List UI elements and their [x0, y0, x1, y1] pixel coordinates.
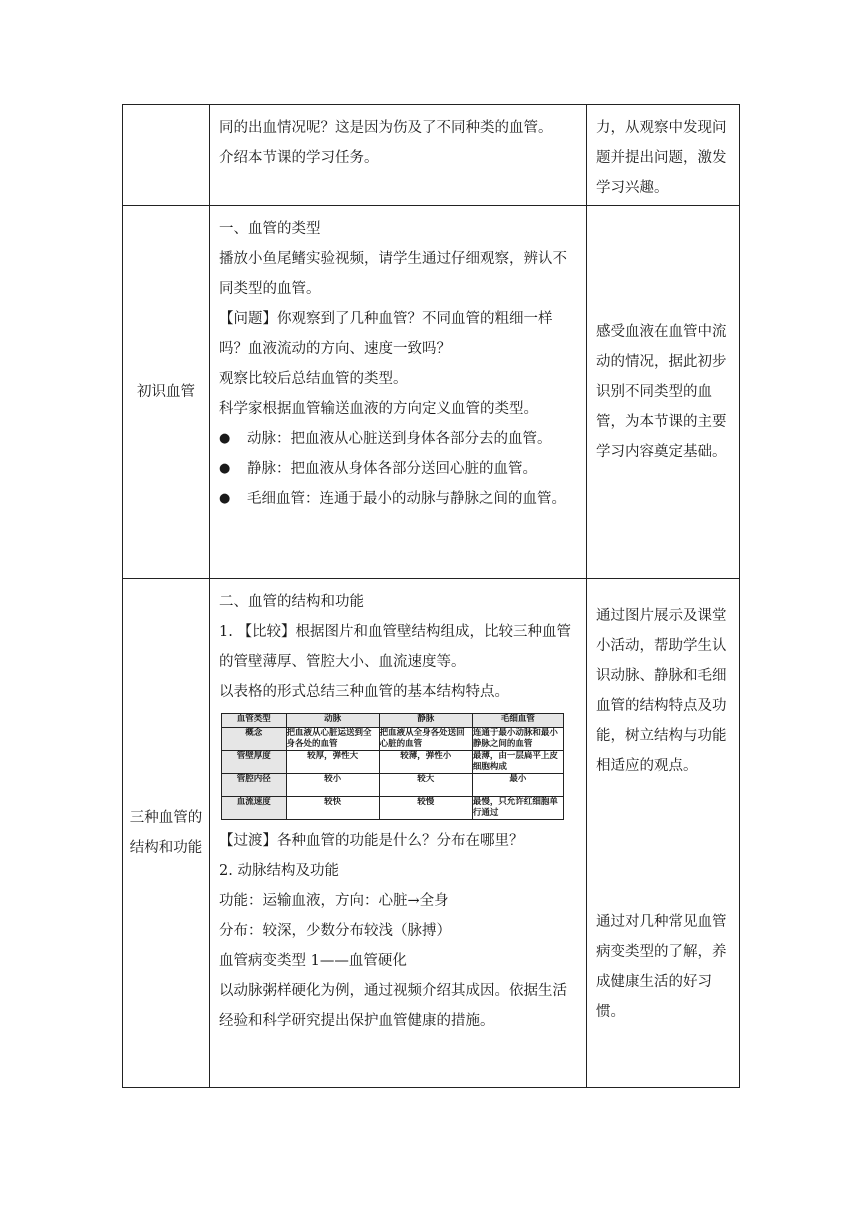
paragraph: 【过渡】各种血管的功能是什么？分布在哪里？	[219, 833, 524, 849]
row-header-cell: 管腔内径	[222, 774, 287, 797]
row-header-cell: 管壁厚度	[222, 751, 287, 774]
paragraph: 介绍本节课的学习任务。	[219, 150, 379, 166]
stage-cell	[123, 105, 210, 206]
table-cell: 较大	[379, 774, 472, 797]
paragraph: 血管病变类型 1——血管硬化	[219, 953, 407, 969]
bullet-icon: ●	[219, 461, 231, 476]
header-cell: 静脉	[379, 714, 472, 728]
table-row	[222, 774, 564, 797]
bullet-icon: ●	[219, 491, 231, 506]
stage-cell	[123, 579, 210, 1088]
table-cell: 较薄，弹性小	[379, 751, 472, 774]
stage-label: 三种血管的结构和功能	[129, 810, 203, 856]
paragraph: 播放小鱼尾鳍实验视频，请学生通过仔细观察，辨认不同类型的血管。	[219, 251, 567, 297]
table-cell: 最慢，只允许红细胞单行通过	[472, 797, 563, 820]
activity-cell	[210, 579, 587, 1088]
table-cell: 最小	[472, 774, 563, 797]
header-cell: 血管类型	[222, 714, 287, 728]
table-cell: 把血液从心脏运送到全身各处的血管	[286, 728, 379, 751]
purpose-cell	[587, 105, 740, 206]
section-heading: 一、血管的类型	[219, 221, 321, 237]
table-row	[222, 728, 564, 751]
stage-cell	[123, 206, 210, 579]
table-row	[123, 579, 740, 1088]
table-cell: 较慢	[379, 797, 472, 820]
table-header-row	[222, 714, 564, 728]
header-cell: 动脉	[286, 714, 379, 728]
bullet-icon: ●	[219, 431, 231, 446]
table-cell: 把血液从全身各处送回心脏的血管	[379, 728, 472, 751]
list-item: ● 静脉：把血液从身体各部分送回心脏的血管。	[219, 454, 580, 484]
paragraph: 观察比较后总结血管的类型。	[219, 371, 408, 387]
header-cell: 毛细血管	[472, 714, 563, 728]
activity-cell	[210, 206, 587, 579]
purpose-text: 通过对几种常见血管病变类型的了解，养成健康生活的好习惯。	[596, 914, 727, 1020]
stage-label: 初识血管	[137, 384, 195, 400]
table-cell: 较小	[286, 774, 379, 797]
activity-cell	[210, 105, 587, 206]
purpose-text: 通过图片展示及课堂小活动，帮助学生认识动脉、静脉和毛细血管的结构特点及功能，树立结构与功能相适应的观点。	[596, 608, 727, 774]
row-header-cell: 概念	[222, 728, 287, 751]
list-item: ● 毛细血管：连通于最小的动脉与静脉之间的血管。	[219, 484, 580, 514]
paragraph: 1. 【比较】根据图片和血管壁结构组成，比较三种血管的管壁薄厚、管腔大小、血流速度等。	[219, 624, 571, 670]
lesson-plan-table	[122, 104, 740, 1088]
paragraph: 同的出血情况呢？这是因为伤及了不同种类的血管。	[219, 120, 553, 136]
table-cell: 较厚，弹性大	[286, 751, 379, 774]
paragraph: 【问题】你观察到了几种血管？不同血管的粗细一样吗？血液流动的方向、速度一致吗？	[219, 311, 553, 357]
section-heading: 二、血管的结构和功能	[219, 594, 364, 610]
purpose-cell	[587, 206, 740, 579]
list-item: ● 动脉：把血液从心脏送到身体各部分去的血管。	[219, 424, 580, 454]
paragraph: 分布：较深，少数分布较浅（脉搏）	[219, 923, 451, 939]
table-cell: 连通于最小动脉和最小静脉之间的血管	[472, 728, 563, 751]
table-cell: 最薄，由一层扁平上皮细胞构成	[472, 751, 563, 774]
table-row	[222, 797, 564, 820]
row-header-cell: 血流速度	[222, 797, 287, 820]
purpose-text: 感受血液在血管中流动的情况，据此初步识别不同类型的血管，为本节课的主要学习内容奠定基础。	[596, 324, 727, 460]
purpose-text: 力，从观察中发现问题并提出问题，激发学习兴趣。	[596, 120, 727, 196]
paragraph: 以表格的形式总结三种血管的基本结构特点。	[219, 684, 509, 700]
paragraph: 以动脉粥样硬化为例，通过视频介绍其成因。依据生活经验和科学研究提出保护血管健康的措施。	[219, 983, 567, 1029]
table-row	[222, 751, 564, 774]
table-row	[123, 105, 740, 206]
section-heading: 2. 动脉结构及功能	[219, 863, 339, 879]
table-cell: 较快	[286, 797, 379, 820]
paragraph: 功能：运输血液，方向：心脏→全身	[219, 893, 449, 909]
purpose-cell	[587, 579, 740, 1088]
table-row	[123, 206, 740, 579]
vessel-comparison-table	[221, 713, 564, 820]
paragraph: 科学家根据血管输送血液的方向定义血管的类型。	[219, 401, 538, 417]
